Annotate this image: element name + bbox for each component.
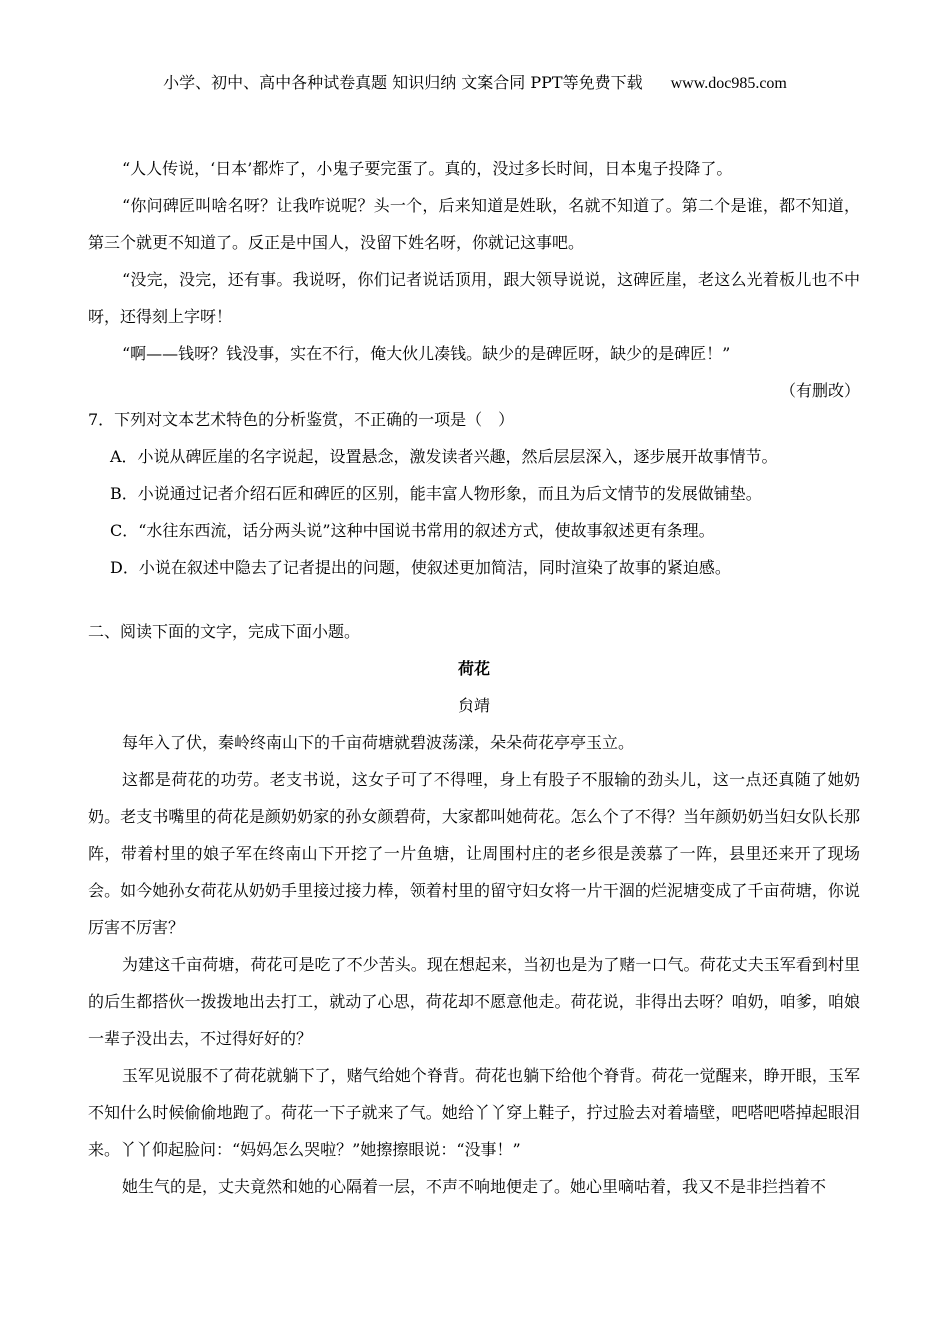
article-paragraph: 她生气的是，丈夫竟然和她的心隔着一层，不声不响地便走了。她心里嘀咕着，我又不是非拦挡着不 <box>122 1177 827 1196</box>
article-paragraph: 这都是荷花的功劳。老支书说，这女子可了不得哩，身上有股子不服输的劲头儿，这一点还真随了她奶奶。老支书嘴里的荷花是颜奶奶家的孙女颜碧荷，大家都叫她荷花。怎么个了不得？当年颜奶奶当妇女队长那阵，带着村里的娘子军在终南山下开挖了一片鱼塘，让周围村庄的老乡很是羡慕了一阵，县里还来开了现场会。如今她孙女荷花从奶奶手里接过接力棒，领着村里的留守妇女将一片干涸的烂泥塘变成了千亩荷塘，你说厉害不厉害？ <box>88 770 860 937</box>
header-url[interactable]: www.doc985.com <box>670 75 787 92</box>
passage1-paragraph: “人人传说，‘日本’都炸了，小鬼子要完蛋了。真的，没过多长时间，日本鬼子投降了。 <box>122 159 733 178</box>
option-d: D．小说在叙述中隐去了记者提出的问题，使叙述更加简洁，同时渲染了故事的紧迫感。 <box>110 558 731 577</box>
question-stem: 7．下列对文本艺术特色的分析鉴赏，不正确的一项是（ ） <box>88 410 515 429</box>
option-b: B．小说通过记者介绍石匠和碑匠的区别，能丰富人物形象，而且为后文情节的发展做铺垫。 <box>110 484 762 503</box>
passage1-paragraph: “没完，没完，还有事。我说呀，你们记者说话顶用，跟大领导说说，这碑匠崖，老这么光着板儿也不中呀，还得刻上字呀！ <box>88 270 860 326</box>
passage1-paragraph: “你问碑匠叫啥名呀？让我咋说呢？头一个，后来知道是姓耿，名就不知道了。第二个是谁，都不知道，第三个就更不知道了。反正是中国人，没留下姓名呀，你就记这事吧。 <box>88 196 860 252</box>
article-title: 荷花 <box>457 659 490 678</box>
article-paragraph: 为建这千亩荷塘，荷花可是吃了不少苦头。现在想起来，当初也是为了赌一口气。荷花丈夫玉军看到村里的后生都搭伙一拨拨地出去打工，就动了心思，荷花却不愿意他走。荷花说，非得出去呀？咱奶，咱爹，咱娘一辈子没出去，不过得好好的？ <box>88 955 860 1048</box>
option-c: C．“水往东西流，话分两头说”这种中国说书常用的叙述方式，使故事叙述更有条理。 <box>110 521 715 540</box>
passage1-paragraph: “啊——钱呀？钱没事，实在不行，俺大伙儿凑钱。缺少的是碑匠呀，缺少的是碑匠！” <box>122 344 731 363</box>
section-heading: 二、阅读下面的文字，完成下面小题。 <box>88 622 361 641</box>
option-a: A．小说从碑匠崖的名字说起，设置悬念，激发读者兴趣，然后层层深入，逐步展开故事情节。 <box>110 447 778 466</box>
passage-1 <box>88 150 860 409</box>
header-text: 小学、初中、高中各种试卷真题 知识归纳 文案合同 PPT等免费下载 <box>163 73 643 92</box>
page-header <box>0 70 950 93</box>
article-paragraph: 每年入了伏，秦岭终南山下的千亩荷塘就碧波荡漾，朵朵荷花亭亭玉立。 <box>122 733 635 752</box>
article-paragraph: 玉军见说服不了荷花就躺下了，赌气给她个脊背。荷花也躺下给他个脊背。荷花一觉醒来，睁开眼，玉军不知什么时候偷偷地跑了。荷花一下子就来了气。她给丫丫穿上鞋子，拧过脸去对着墙壁，吧嗒吧嗒掉起眼泪来。丫丫仰起脸问：“妈妈怎么哭啦？”她擦擦眼说：“没事！” <box>88 1066 860 1159</box>
abridged-note: （有删改） <box>779 381 860 400</box>
article-author: 贠靖 <box>457 696 490 715</box>
question-7 <box>88 401 860 586</box>
section-2 <box>88 613 860 1205</box>
